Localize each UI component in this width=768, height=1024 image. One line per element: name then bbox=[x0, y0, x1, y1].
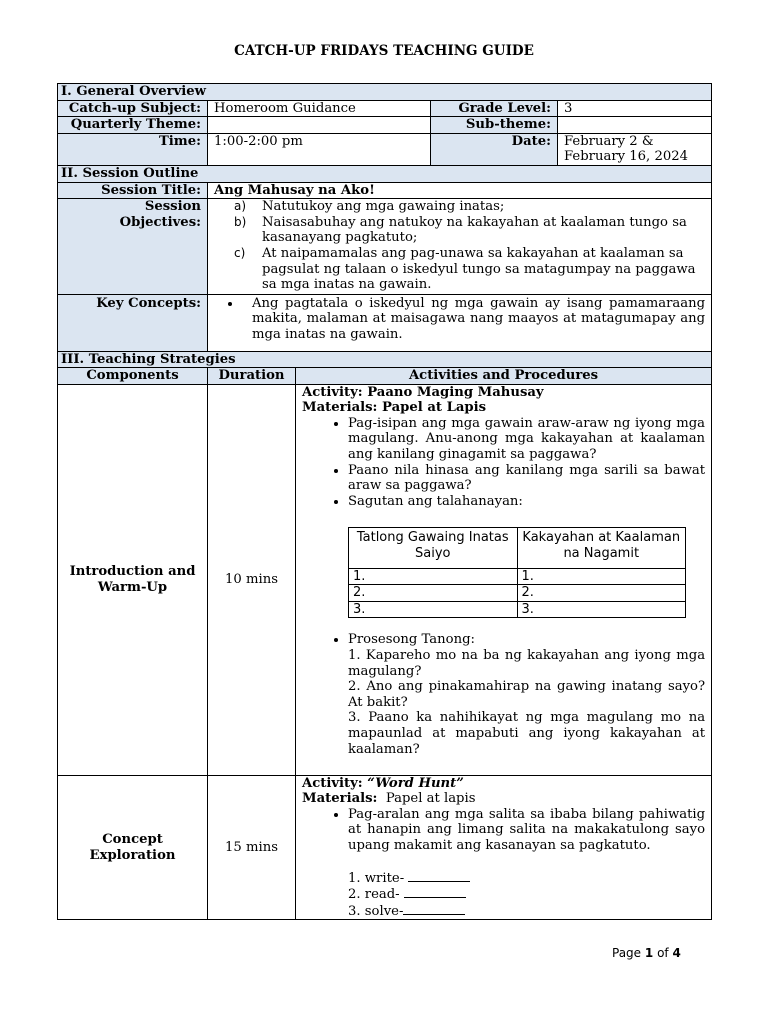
date-label: Date: bbox=[431, 133, 558, 165]
intro-bullets bbox=[302, 416, 705, 510]
column-header-components: Components bbox=[58, 368, 208, 385]
answer-table-cell: 3. bbox=[349, 601, 518, 618]
subject-label: Catch-up Subject: bbox=[58, 100, 208, 117]
answer-table-header-1: Tatlong Gawaing Inatas Saiyo bbox=[349, 528, 518, 568]
answer-table-cell: 1. bbox=[349, 568, 518, 585]
page-indicator bbox=[612, 946, 681, 962]
page-total: 4 bbox=[672, 946, 681, 960]
intro-activity-title: Activity: Paano Maging Mahusay bbox=[302, 384, 544, 400]
teaching-guide-table bbox=[57, 83, 712, 920]
process-question: 2. Ano ang pinakamahirap na gawing inatang sayo? At bakit? bbox=[348, 679, 706, 710]
concept-component bbox=[58, 775, 208, 920]
date-value bbox=[558, 133, 712, 165]
intro-component bbox=[58, 384, 208, 775]
session-title-label: Session Title: bbox=[58, 182, 208, 199]
concept-bullets bbox=[302, 807, 705, 854]
concept-activity-name: “Word Hunt” bbox=[367, 775, 464, 791]
key-concepts-label: Key Concepts: bbox=[58, 294, 208, 351]
objective-item: c) At naipamamalas ang pag-unawa sa kakayahan at kaalaman sa pagsulat ng talaan o iskedyul tungo sa matagumpay na paggawa sa mga inatas na gawain. bbox=[234, 245, 696, 293]
page-word: Page bbox=[612, 946, 642, 960]
answer-table-cell: 2. bbox=[517, 585, 686, 602]
key-concepts-cell bbox=[208, 294, 712, 351]
concept-duration: 15 mins bbox=[208, 775, 296, 920]
objectives-label-line-1: Session bbox=[144, 199, 201, 215]
intro-bullet-item: • Pag-isipan ang mga gawain araw-araw ng iyong mga magulang. Anu-anong mga kakayahan at kaalaman ang kanilang ginagamit sa paggawa? bbox=[348, 416, 705, 463]
intro-activities bbox=[296, 384, 712, 775]
document-title: CATCH-UP FRIDAYS TEACHING GUIDE bbox=[234, 43, 534, 59]
intro-bullet-item: • Sagutan ang talahanayan: bbox=[348, 494, 705, 510]
answer-blank bbox=[404, 886, 466, 898]
process-question: 1. Kapareho mo na ba ng kakayahan ang iyong mga magulang? bbox=[348, 648, 706, 679]
column-header-duration: Duration bbox=[208, 368, 296, 385]
subtheme-label: Sub-theme: bbox=[431, 117, 558, 134]
objectives-list bbox=[214, 199, 705, 293]
answer-table-header-2: Kakayahan at Kaalaman na Nagamit bbox=[517, 528, 686, 568]
process-question: 3. Paano ka nahihikayat ng mga magulang mo na mapaunlad at mapabuti ang iyong kakayahan at kaalaman? bbox=[348, 710, 706, 757]
section-teaching-strategies: III. Teaching Strategies bbox=[58, 351, 712, 368]
time-value: 1:00-2:00 pm bbox=[208, 133, 431, 165]
concept-activity-prefix: Activity: bbox=[302, 775, 368, 791]
section-general-overview: I. General Overview bbox=[58, 84, 712, 101]
intro-component-line-1: Introduction and bbox=[69, 564, 196, 580]
word-item: 3. solve- bbox=[302, 903, 705, 920]
section-session-outline: II. Session Outline bbox=[58, 165, 712, 182]
answer-table-cell: 2. bbox=[349, 585, 518, 602]
answer-table-cell: 1. bbox=[517, 568, 686, 585]
objectives-label bbox=[58, 199, 208, 295]
grade-value: 3 bbox=[558, 100, 712, 117]
intro-materials: Materials: Papel at Lapis bbox=[302, 400, 487, 416]
key-concept-item: • Ang pagtatala o iskedyul ng mga gawain ay isang pamamaraang makita, malaman at maisagawa nang maayos at matagumapay ang mga inatas na gawain. bbox=[242, 296, 705, 343]
theme-value bbox=[208, 117, 431, 134]
date-line-1: February 2 & bbox=[564, 133, 654, 149]
concept-activity-title bbox=[302, 776, 705, 792]
grade-label: Grade Level: bbox=[431, 100, 558, 117]
answer-blank bbox=[403, 903, 465, 915]
word-item: 1. write- bbox=[302, 870, 705, 887]
theme-label: Quarterly Theme: bbox=[58, 117, 208, 134]
process-questions-list bbox=[302, 632, 705, 648]
page-number: 1 bbox=[644, 946, 654, 960]
answer-table bbox=[348, 527, 686, 618]
concept-materials bbox=[302, 791, 705, 807]
concept-materials-label: Materials: bbox=[302, 791, 378, 807]
word-item: 2. read- bbox=[302, 886, 705, 903]
concept-materials-value: Papel at lapis bbox=[385, 791, 476, 807]
intro-component-line-2: Warm-Up bbox=[97, 579, 168, 595]
session-title-value: Ang Mahusay na Ako! bbox=[208, 182, 712, 199]
objective-item: b) Naisasabuhay ang natukoy na kakayahan at kaalaman tungo sa kasanayang pagkatuto; bbox=[234, 214, 687, 246]
objective-item: a) Natutukoy ang mga gawaing inatas; bbox=[234, 199, 505, 215]
intro-duration: 10 mins bbox=[208, 384, 296, 775]
objectives-label-line-2: Objectives: bbox=[119, 214, 201, 230]
concept-bullet-item: • Pag-aralan ang mga salita sa ibaba bilang pahiwatig at hanapin ang limang salita na makakatulong sayo upang makamit ang kasanayan sa pagkatuto. bbox=[348, 807, 705, 854]
subtheme-value bbox=[558, 117, 712, 134]
date-line-2: February 16, 2024 bbox=[564, 149, 689, 165]
concept-component-line-2: Exploration bbox=[89, 847, 176, 863]
intro-bullet-item: • Paano nila hinasa ang kanilang mga sarili sa bawat araw sa paggawa? bbox=[348, 463, 705, 494]
process-questions-label: • Prosesong Tanong: bbox=[348, 632, 705, 648]
column-header-activities: Activities and Procedures bbox=[296, 368, 712, 385]
key-concepts-list bbox=[214, 296, 705, 343]
concept-component-line-1: Concept bbox=[102, 831, 163, 847]
subject-value: Homeroom Guidance bbox=[208, 100, 431, 117]
page-of: of bbox=[657, 946, 669, 960]
answer-table-cell: 3. bbox=[517, 601, 686, 618]
time-label: Time: bbox=[58, 133, 208, 165]
concept-activities bbox=[296, 775, 712, 920]
answer-blank bbox=[408, 870, 470, 882]
objectives-cell bbox=[208, 199, 712, 295]
